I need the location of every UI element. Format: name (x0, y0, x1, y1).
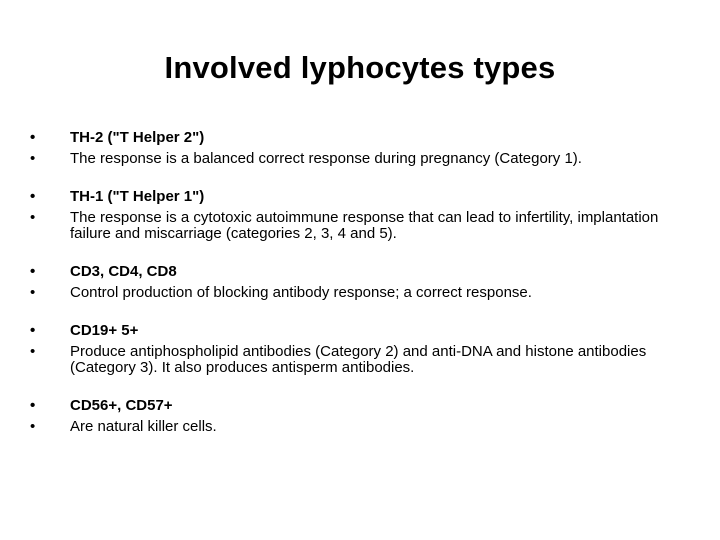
list-item-heading (30, 323, 690, 339)
bullet-icon: • (30, 188, 36, 205)
list-item-description (30, 210, 690, 242)
list-item-description (30, 344, 690, 376)
list-item-heading (30, 130, 690, 146)
list-item-heading (30, 189, 690, 205)
list-item-heading (30, 264, 690, 280)
list-group-cd19 (30, 323, 690, 376)
list-group-th1 (30, 189, 690, 242)
bullet-icon: • (30, 129, 36, 146)
bullet-icon: • (30, 150, 36, 167)
heading-text: CD3, CD4, CD8 (70, 263, 177, 280)
description-text: The response is a cytotoxic autoimmune response that can lead to infertility, implantation failure and miscarriage (categories 2, 3, 4 and 5). (70, 209, 659, 242)
description-text: Produce antiphospholipid antibodies (Category 2) and anti-DNA and histone antibodies (Category 3). It also produces antisperm antibodies. (70, 343, 647, 376)
list-group-cd56-cd57 (30, 398, 690, 435)
heading-text: TH-1 ("T Helper 1") (70, 188, 205, 205)
description-text: Are natural killer cells. (70, 418, 217, 435)
list-item-heading (30, 398, 690, 414)
bullet-icon: • (30, 322, 36, 339)
bullet-icon: • (30, 418, 36, 435)
description-text: The response is a balanced correct response during pregnancy (Category 1). (70, 150, 582, 167)
heading-text: TH-2 ("T Helper 2") (70, 129, 205, 146)
list-item-description (30, 285, 690, 301)
bullet-icon: • (30, 263, 36, 280)
description-text: Control production of blocking antibody response; a correct response. (70, 284, 532, 301)
heading-text: CD19+ 5+ (70, 322, 139, 339)
bullet-list (30, 130, 690, 435)
list-group-th2 (30, 130, 690, 167)
list-item-description (30, 419, 690, 435)
bullet-icon: • (30, 209, 36, 226)
list-item-description (30, 151, 690, 167)
heading-text: CD56+, CD57+ (70, 397, 173, 414)
slide-title: Involved lyphocytes types (164, 50, 556, 85)
list-group-cd3-cd4-cd8 (30, 264, 690, 301)
bullet-icon: • (30, 397, 36, 414)
bullet-icon: • (30, 343, 36, 360)
bullet-icon: • (30, 284, 36, 301)
